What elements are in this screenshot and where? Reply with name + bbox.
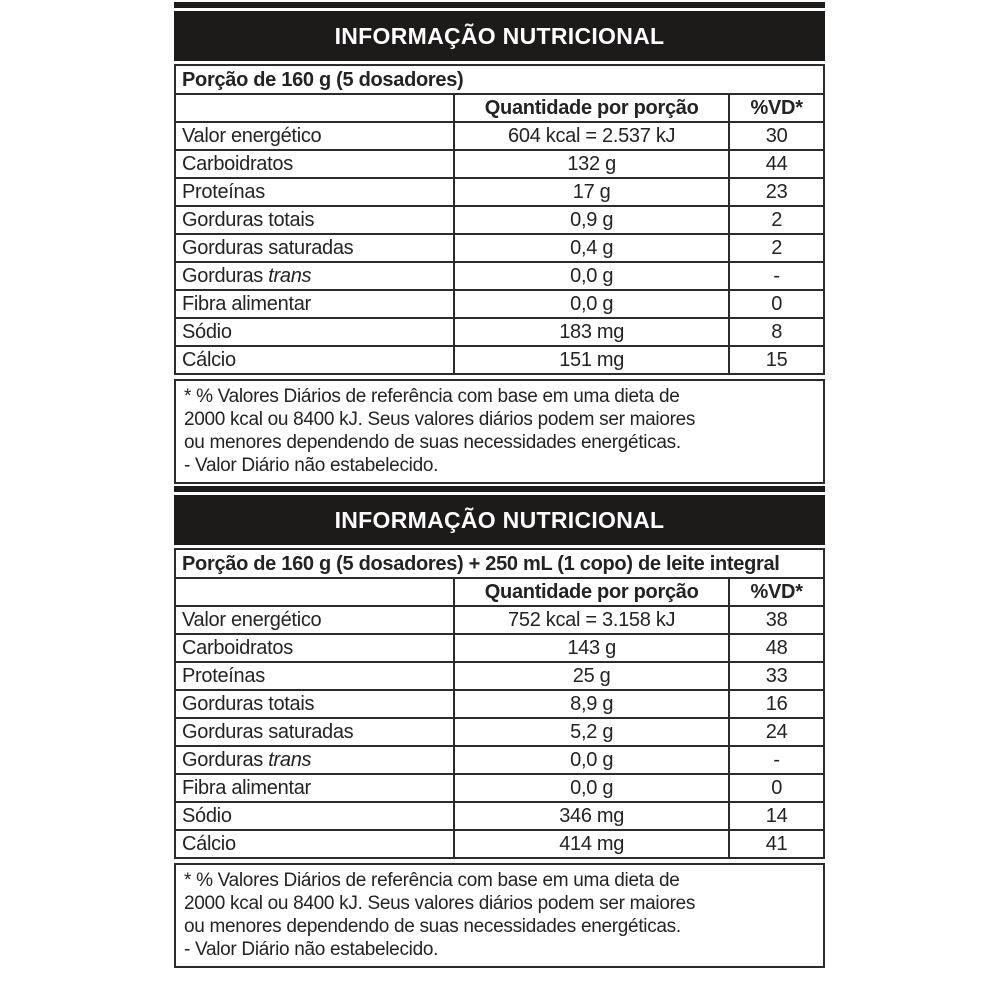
nutrient-name-cell: Gorduras trans — [175, 262, 454, 290]
quantity-column-header: Quantidade por porção — [454, 94, 729, 122]
vd-percent-cell: 23 — [729, 178, 824, 206]
nutrient-name-cell: Gorduras saturadas — [175, 234, 454, 262]
nutrient-row — [175, 318, 824, 346]
table-title: INFORMAÇÃO NUTRICIONAL — [174, 495, 825, 545]
quantity-cell: 604 kcal = 2.537 kJ — [454, 122, 729, 150]
column-header-row — [175, 578, 824, 606]
top-rule-bar — [174, 2, 825, 8]
nutrient-row — [175, 150, 824, 178]
nutrient-row — [175, 178, 824, 206]
vd-percent-cell: 38 — [729, 606, 824, 634]
vd-percent-cell: - — [729, 262, 824, 290]
portion-statement: Porção de 160 g (5 dosadores) — [174, 64, 825, 93]
vd-percent-cell: 15 — [729, 346, 824, 374]
vd-percent-cell: 2 — [729, 206, 824, 234]
nutrient-name-cell: Sódio — [175, 802, 454, 830]
vd-percent-cell: 16 — [729, 690, 824, 718]
vd-column-header: %VD* — [729, 578, 824, 606]
vd-percent-cell: 48 — [729, 634, 824, 662]
nutrient-table — [174, 577, 825, 859]
quantity-cell: 346 mg — [454, 802, 729, 830]
quantity-cell: 0,4 g — [454, 234, 729, 262]
portion-statement: Porção de 160 g (5 dosadores) + 250 mL (1 copo) de leite integral — [174, 548, 825, 577]
footnote-line: - Valor Diário não estabelecido. — [184, 455, 439, 476]
nutrition-facts-table-1 — [174, 2, 825, 484]
quantity-cell: 0,0 g — [454, 262, 729, 290]
nutrient-name-cell: Proteínas — [175, 662, 454, 690]
footnote-line: ou menores dependendo de suas necessidades energéticas. — [184, 916, 681, 937]
vd-percent-cell: 44 — [729, 150, 824, 178]
daily-values-footnote — [174, 863, 825, 968]
empty-header-cell — [175, 94, 454, 122]
quantity-cell: 0,9 g — [454, 206, 729, 234]
quantity-cell: 752 kcal = 3.158 kJ — [454, 606, 729, 634]
nutrient-name-cell: Proteínas — [175, 178, 454, 206]
nutrient-name-cell: Valor energético — [175, 606, 454, 634]
quantity-cell: 25 g — [454, 662, 729, 690]
nutrient-name-cell: Carboidratos — [175, 150, 454, 178]
footnote-line: * % Valores Diários de referência com base em uma dieta de — [184, 386, 680, 407]
vd-percent-cell: - — [729, 746, 824, 774]
nutrient-row — [175, 606, 824, 634]
nutrient-row — [175, 206, 824, 234]
footnote-line: 2000 kcal ou 8400 kJ. Seus valores diários podem ser maiores — [184, 409, 696, 430]
nutrient-name-cell: Gorduras totais — [175, 206, 454, 234]
nutrient-name-cell: Gorduras trans — [175, 746, 454, 774]
footnote-line: ou menores dependendo de suas necessidades energéticas. — [184, 432, 681, 453]
nutrient-row — [175, 802, 824, 830]
footnote-line: - Valor Diário não estabelecido. — [184, 939, 439, 960]
nutrient-row — [175, 346, 824, 374]
quantity-cell: 0,0 g — [454, 746, 729, 774]
nutrient-name-cell: Fibra alimentar — [175, 290, 454, 318]
nutrient-row — [175, 234, 824, 262]
quantity-cell: 17 g — [454, 178, 729, 206]
nutrient-row — [175, 830, 824, 858]
quantity-cell: 8,9 g — [454, 690, 729, 718]
nutrient-name-cell: Gorduras totais — [175, 690, 454, 718]
footnote-line: 2000 kcal ou 8400 kJ. Seus valores diários podem ser maiores — [184, 893, 696, 914]
vd-percent-cell: 8 — [729, 318, 824, 346]
nutrient-name-cell: Valor energético — [175, 122, 454, 150]
quantity-cell: 0,0 g — [454, 774, 729, 802]
nutrient-row — [175, 662, 824, 690]
nutrient-row — [175, 634, 824, 662]
nutrient-row — [175, 718, 824, 746]
quantity-cell: 183 mg — [454, 318, 729, 346]
nutrient-name-cell: Cálcio — [175, 346, 454, 374]
nutrient-row — [175, 122, 824, 150]
quantity-cell: 5,2 g — [454, 718, 729, 746]
vd-percent-cell: 14 — [729, 802, 824, 830]
quantity-cell: 0,0 g — [454, 290, 729, 318]
nutrition-facts-table-2 — [174, 486, 825, 968]
quantity-cell: 143 g — [454, 634, 729, 662]
vd-percent-cell: 41 — [729, 830, 824, 858]
nutrient-name-cell: Cálcio — [175, 830, 454, 858]
column-header-row — [175, 94, 824, 122]
nutrient-table — [174, 93, 825, 375]
vd-percent-cell: 24 — [729, 718, 824, 746]
vd-percent-cell: 2 — [729, 234, 824, 262]
vd-percent-cell: 0 — [729, 290, 824, 318]
quantity-cell: 414 mg — [454, 830, 729, 858]
daily-values-footnote — [174, 379, 825, 484]
top-rule-bar — [174, 486, 825, 492]
nutrient-row — [175, 690, 824, 718]
nutrient-name-cell: Gorduras saturadas — [175, 718, 454, 746]
quantity-cell: 132 g — [454, 150, 729, 178]
nutrient-name-cell: Carboidratos — [175, 634, 454, 662]
table-title: INFORMAÇÃO NUTRICIONAL — [174, 11, 825, 61]
nutrient-row — [175, 290, 824, 318]
empty-header-cell — [175, 578, 454, 606]
vd-column-header: %VD* — [729, 94, 824, 122]
quantity-cell: 151 mg — [454, 346, 729, 374]
nutrient-row — [175, 774, 824, 802]
nutrient-name-cell: Sódio — [175, 318, 454, 346]
vd-percent-cell: 33 — [729, 662, 824, 690]
nutrient-row — [175, 262, 824, 290]
nutrient-row — [175, 746, 824, 774]
quantity-column-header: Quantidade por porção — [454, 578, 729, 606]
vd-percent-cell: 0 — [729, 774, 824, 802]
vd-percent-cell: 30 — [729, 122, 824, 150]
footnote-line: * % Valores Diários de referência com base em uma dieta de — [184, 870, 680, 891]
nutrient-name-cell: Fibra alimentar — [175, 774, 454, 802]
